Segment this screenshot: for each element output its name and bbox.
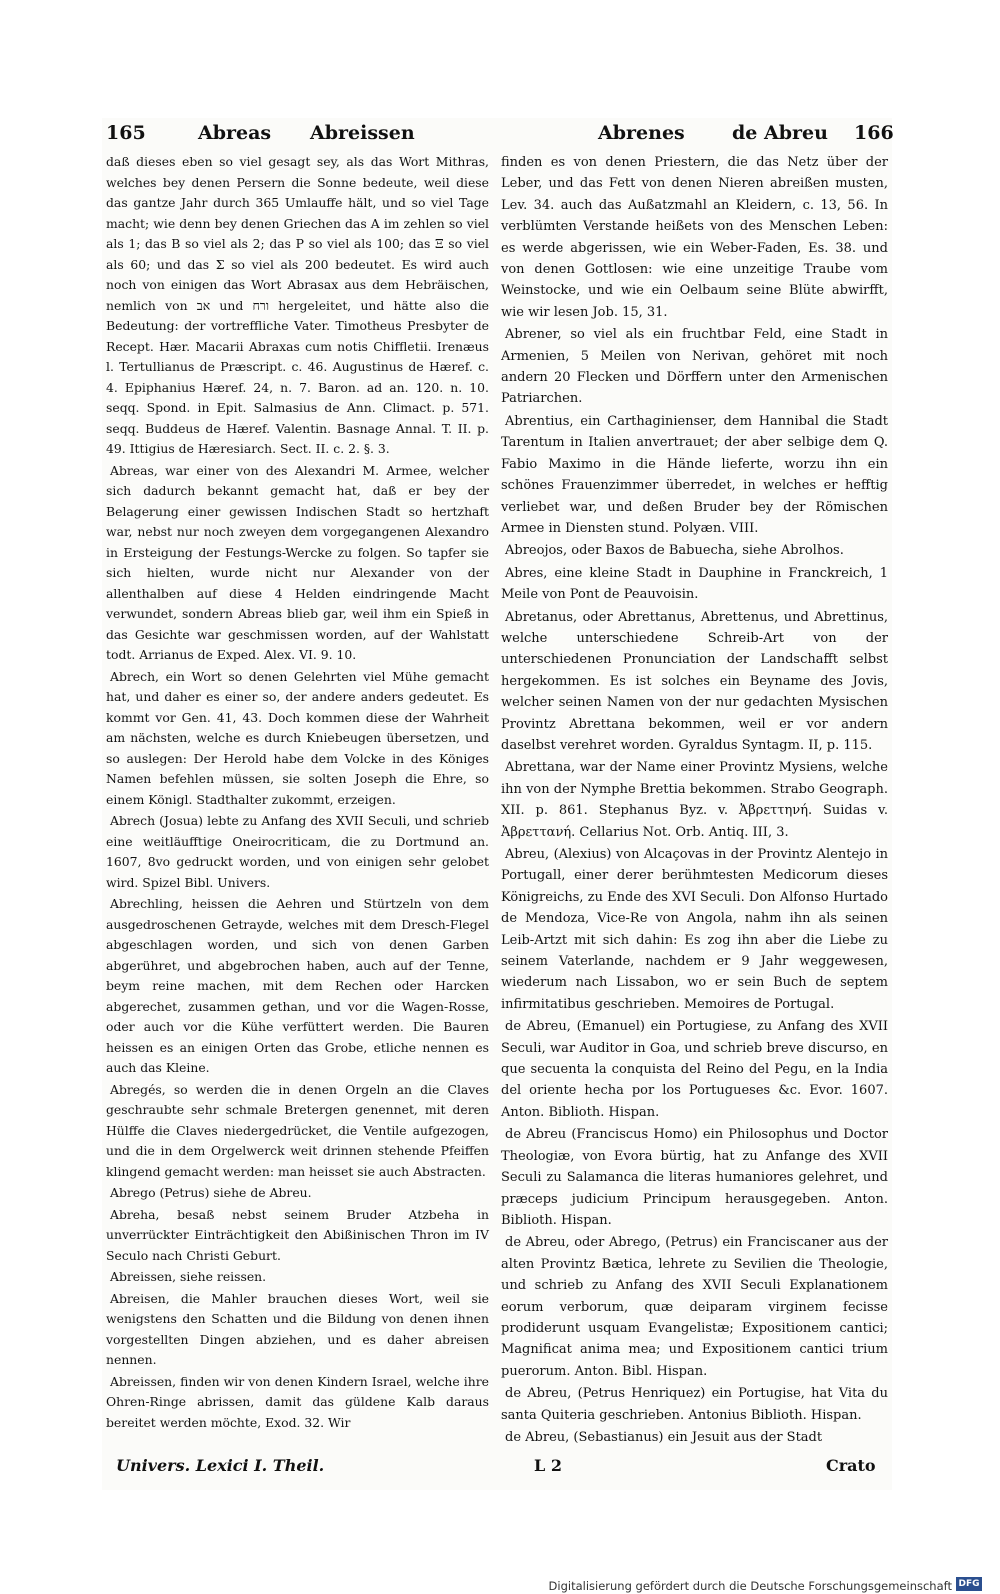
header-word-1: Abreas: [198, 122, 272, 144]
header-word-3: Abrenes: [598, 122, 685, 144]
entry-abrech-josua: Abrech (Josua) lebte zu Anfang des XVII Seculi, und schrieb eine weitläufftige Oneirocriticam, die zu Dortmund an. 1607, 8vo gedruckt worden, und von einigen sehr gelobet wird. Spizel Bibl. Univers.: [106, 813, 489, 890]
page-footer: [102, 1454, 892, 1484]
header-word-2: Abreissen: [310, 122, 415, 144]
header-word-4: de Abreu: [732, 122, 828, 144]
catchword: Crato: [826, 1456, 876, 1475]
entry-abreu-emanuel: de Abreu, (Emanuel) ein Portugiese, zu Anfang des XVII Seculi, war Auditor in Goa, und schrieb breve discurso, en que secuenta la conquista del Reino del Pegu, en la India del oriente hecha por los Portugueses &c. Evor. 1607. Anton. Biblioth. Hispan.: [501, 1019, 888, 1120]
entry-abrego: Abrego (Petrus) siehe de Abreu.: [110, 1185, 312, 1200]
entry-abreisen: Abreisen, die Mahler brauchen dieses Wort, weil sie wenigstens den Schatten und die Bildung von denen ihnen vorgestellten Dingen abziehen, und es daher abreisen nennen.: [106, 1290, 489, 1367]
dfg-logo-badge: DFG: [956, 1577, 982, 1591]
entry-abrener: Abrener, so viel als ein fruchtbar Feld, eine Stadt in Armenien, 5 Meilen von Nerivan, gehöret mit noch andern 20 Flecken und Dörffern unter den Armenischen Patriarchen.: [501, 327, 888, 407]
page-number-right: 166: [854, 122, 894, 144]
entry-abrechling: Abrechling, heissen die Aehren und Stürtzeln von dem ausgedroschenen Getrayde, welches mit dem Dresch-Flegel abgeschlagen worden, und sich von denen Garben abgerühret, und abgebrochen haben, auch auf der Tenne, beym reine machen, mit dem Rechen oder Harcken abgerechet, zusammen gethan, und vor die Wagen-Rosse, oder auch vor die Kühe verfüttert werden. Die Bauren heissen es an einigen Orten das Grobe, etliche nennen es auch das Kleine.: [106, 896, 489, 1075]
entry-abreu-alexius: Abreu, (Alexius) von Alcaçovas in der Provintz Alentejo in Portugall, einer derer berühmtesten Medicorum dieses Königreichs, zu Ende des XVI Seculi. Don Alfonso Hurtado de Mendoza, Vice-Re von Angola, nahm ihn als seinen Leib-Artzt mit sich dahin: Es zog ihn aber die Liebe zu seinem Vaterlande, nachdem er 9 Jahr weggewesen, wiederum nach Lissabon, wo er sein Buch de septem infirmitatibus geschrieben. Memoires de Portugal.: [501, 847, 888, 1012]
entry-abrech: Abrech, ein Wort so denen Gelehrten viel Mühe gemacht hat, und daher es einer so, der andere anders gedeutet. Es kommt vor Gen. 41, 43. Doch kommen diese der Wahrheit am nächsten, welche es durch Kniebeugen übersetzen, und so auslegen: Der Herold habe dem Volcke in des Königes Namen befehlen müssen, sie solten Joseph die Ehre, so einem Königl. Stadthalter zukommt, erzeigen.: [106, 668, 489, 807]
entry-abres: Abres, eine kleine Stadt in Dauphine in Franckreich, 1 Meile von Pont de Peauvoisin.: [501, 565, 888, 603]
entry-abreas: Abreas, war einer von des Alexandri M. Armee, welcher sich dadurch bekannt gemacht hat, daß er bey der Belagerung einer gewissen Indischen Stadt so hertzhaft war, nebst nur noch zweyen dem vorgegangenen Alexandro in Ersteigung der Festungs-Wercke zu folgen. So tapfer sie sich hielten, wurde nicht nur Alexander von der allenthalben auf diese 4 Helden eindringende Macht verwundet, sondern Abreas blieb gar, weil ihm ein Spieß in das Gesichte war geschmissen worden, auf der Wahlstatt todt. Arrianus de Exped. Alex. VI. 9. 10.: [106, 462, 489, 662]
volume-line: Univers. Lexici I. Theil.: [116, 1456, 325, 1475]
right-column: [501, 152, 888, 1449]
left-column: [106, 152, 489, 1434]
entry-abreges: Abregés, so werden die in denen Orgeln an die Claves geschraubte sehr schmale Bretergen genennet, mit deren Hülffe die Claves niedergedrücket, die Ventile aufgezogen, und die in dem Orgelwerck weit drinnen stehende Pfeiffen klingend gemacht werden: man heisset sie auch Abstracten.: [106, 1081, 489, 1179]
digitization-credit: Digitalisierung gefördert durch die Deutsche Forschungsgemeinschaft: [548, 1579, 952, 1593]
entry-abreu-petrus-henriquez: de Abreu, (Petrus Henriquez) ein Portugise, hat Vita du santa Quiteria geschrieben. Antonius Biblioth. Hispan.: [501, 1386, 888, 1423]
entry-abrettana: Abrettana, war der Name einer Provintz Mysiens, welche ihn von der Nymphe Brettia bekommen. Strabo Geograph. XII. p. 861. Stephanus Byz. v. Ἀβρεττηνή. Suidas v. Ἀβρεττανή. Cellarius Not. Orb. Antiq. III, 3.: [501, 760, 888, 840]
page-number-left: 165: [106, 122, 146, 144]
entry-abreissen-ref: Abreissen, siehe reissen.: [110, 1269, 267, 1284]
entry-continued: daß dieses eben so viel gesagt sey, als das Wort Mithras, welches bey denen Persern die Sonne bedeute, weil diese das gantze Jahr durch 365 Umlauffe hält, und so viel Tage macht; wie denn bey denen Griechen das A im zehlen so viel als 1; das B so viel als 2; das P so viel als 100; das Ξ so viel als 60; und das Σ so viel als 200 bedeutet. Es wird auch noch von einigen das Wort Abrasax aus dem Hebräischen, nemlich von אב und ורח hergeleitet, und hätte also die Bedeutung: der vortreffliche Vater. Timotheus Presbyter de Recept. Hær. Macarii Abraxas cum notis Chiffletii. Irenæus l. Tertullianus de Præscript. c. 46. Augustinus de Hæref. c. 4. Epiphanius Hæref. 24, n. 7. Baron. ad an. 120. n. 10. seqq. Spond. in Epit. Salmasius de Ann. Climact. p. 571. seqq. Buddeus de Hæref. Valentin. Basnage Annal. T. II. p. 49. Ittigius de Hæresiarch. Sect. II. c. 2. §. 3.: [106, 154, 489, 456]
entry-abreha: Abreha, besaß nebst seinem Bruder Atzbeha in unverrückter Einträchtigkeit den Abißinischen Thron im IV Seculo nach Christi Geburt.: [106, 1206, 489, 1263]
entry-continued-right: finden es von denen Priestern, die das Netz über der Leber, und das Fett von denen Nieren abreißen musten, Lev. 34. auch das Außatzmahl an Kleidern, c. 13, 56. In verblümten Verstande heißets von des Menschen Leben: es werde abgerissen, wie ein Weber-Faden, Es. 38. und von denen Gottlosen: wie eine unzeitige Traube vom Weinstocke, und wie ein Oelbaum seine Blüte abwirfft, wie wir lesen Job. 15, 31.: [501, 155, 888, 320]
entry-abreu-sebastianus: de Abreu, (Sebastianus) ein Jesuit aus der Stadt: [505, 1429, 823, 1445]
entry-abretanus: Abretanus, oder Abrettanus, Abrettenus, und Abrettinus, welche unterschiedene Schreib-Art von der unterschiedenen Pronunciation der Landschafft selbst hergekommen. Es ist solches ein Beyname des Jovis, welcher seinen Namen von der nur gedachten Mysischen Provintz Abrettana bekommen, weil er vor andern daselbst verehret worden. Gyraldus Syntagm. II, p. 115.: [501, 609, 888, 753]
entry-abreissen: Abreissen, finden wir von denen Kindern Israel, welche ihre Ohren-Ringe abrissen, damit das güldene Kalb daraus bereitet werden möchte, Exod. 32. Wir: [106, 1373, 489, 1430]
signature-mark: L 2: [534, 1456, 562, 1475]
running-header: [102, 118, 892, 150]
entry-abreu-petrus: de Abreu, oder Abrego, (Petrus) ein Franciscaner aus der alten Provintz Bætica, lehrete zu Sevilien die Theologie, und schrieb zu Anfang des XVII Seculi Explanationem eorum verborum, quæ deiparam virginem fecisse prodiderunt usquam Evangelistæ; Expositionem cantici; Magnificat anima mea; und Expositionem cantici trium puerorum. Anton. Bibl. Hispan.: [501, 1235, 888, 1379]
entry-abrentius: Abrentius, ein Carthaginienser, dem Hannibal die Stadt Tarentum in Italien anvertrauet; der aber selbige dem Q. Fabio Maximo in die Hände lieferte, worzu ihn ein schönes Frauenzimmer überredet, in welches er hefftig verliebet war, und deßen Bruder bey der Römischen Armee in Diensten stund. Polyæn. VIII.: [501, 413, 888, 536]
entry-abreojos: Abreojos, oder Baxos de Babuecha, siehe Abrolhos.: [505, 543, 844, 559]
scanned-page: [102, 118, 892, 1490]
entry-abreu-franciscus: de Abreu (Franciscus Homo) ein Philosophus und Doctor Theologiæ, von Evora bürtig, hat zu Anfange des XVII Seculi zu Salamanca die literas humaniores gelehret, und præceps judicium Principum herausgegeben. Anton. Biblioth. Hispan.: [501, 1127, 888, 1228]
